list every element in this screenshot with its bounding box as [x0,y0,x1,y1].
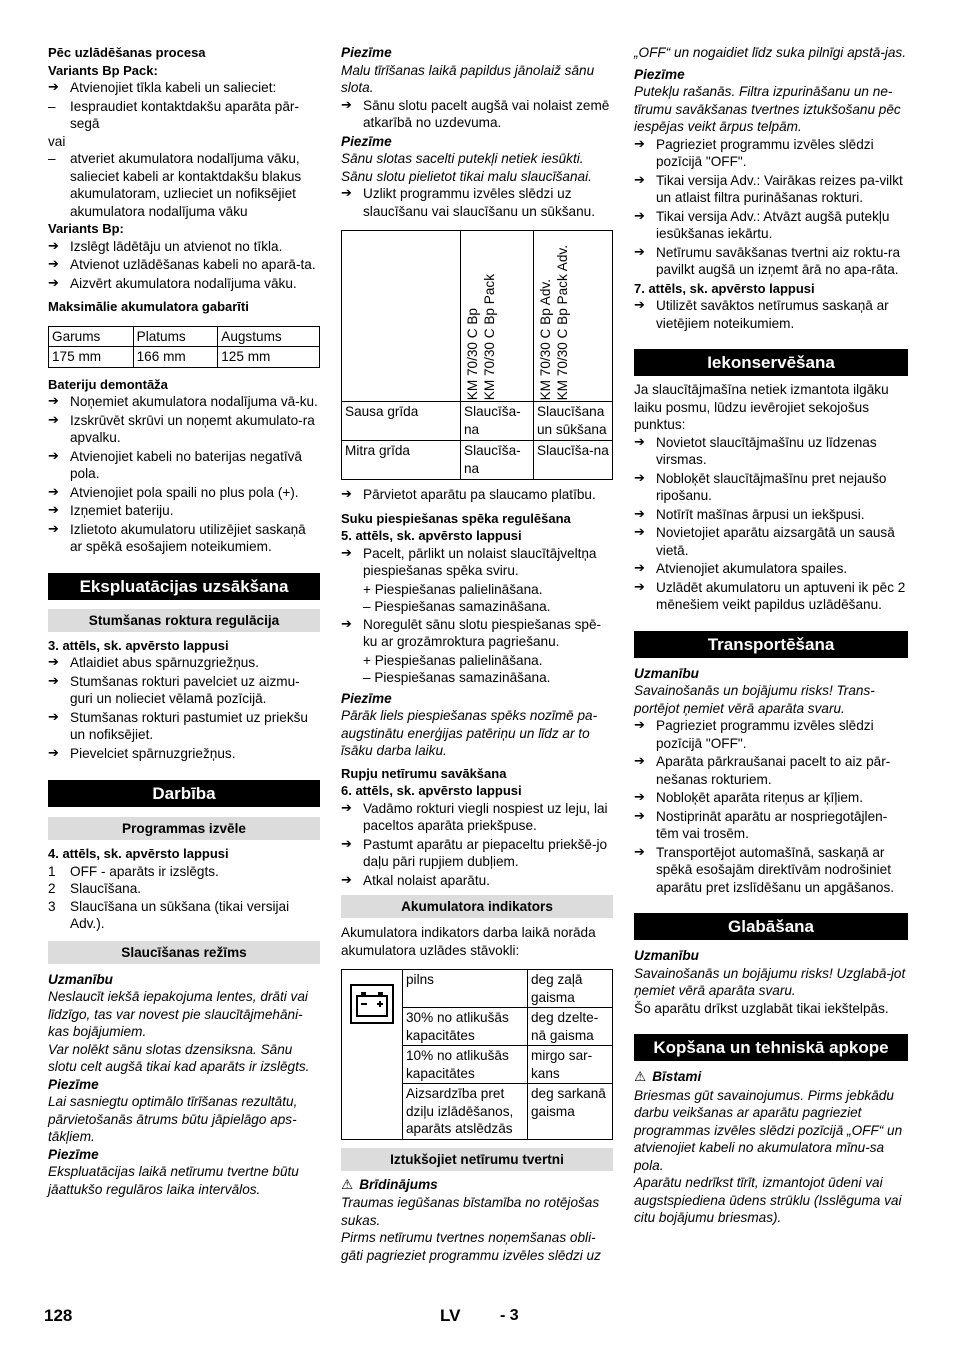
floor-type: Sausa grīda [342,402,461,441]
indicator-table [341,969,613,1140]
battery-icon-cell [342,970,403,1140]
step: ➔ Transportējot automašīnā, saskaņā ar spēkā esošajām direktīvām nodrošiniet aparātu pret izslīdēšanu un apgāšanos. [634,844,908,897]
step: ➔ Novietot slaucītājmašīnu uz līdzenas virsmas. [634,434,908,469]
column-1 [48,44,320,1198]
battery-icon [350,984,394,1024]
or-text: vai [48,133,66,149]
section-title-care: Kopšana un tehniskā apkope [634,1034,908,1061]
program-item [48,880,320,898]
danger-text: Aparātu nedrīkst tīrīt, izmantojot ūdeni vai augstspiediena ūdens strūklu (Isslēguma vai citu bojājumu briesmas). [634,1175,902,1225]
program-item [48,863,320,881]
step: ➔ Netīrumu savākšanas tvertni aiz roktu-ra pavilkt augšā un izņemt ārā no apa-rāta. [634,244,908,279]
step: ➔ Pievelciet spārnuzgriežņus. [48,745,320,763]
step: ➔ Pārvietot aparātu pa slaucamo platību. [341,486,613,504]
step: ➔ Atvienojiet tīkla kabeli un salieciet: [48,79,320,97]
section-title-operation: Darbība [48,780,320,807]
model-table [341,230,613,480]
subsection-empty-bin: Iztukšojiet netīrumu tvertni [341,1148,613,1171]
step: ➔ Atlaidiet abus spārnuzgriežņus. [48,654,320,672]
led-state: deg dzelte-nā gaisma [528,1008,613,1046]
led-state: mirgo sar-kans [528,1046,613,1084]
plus-text: + Piespiešanas palielināšana. [363,652,543,668]
figure-ref: 4. attēls, sk. apvērsto lappusi [48,846,229,861]
note-label: Piezīme [341,690,392,706]
dims-header: Augstums [218,326,320,347]
step: ➔ Aizvērt akumulatora nodalījuma vāku. [48,275,320,293]
step: ➔ Sānu slotu pacelt augšā vai nolaist zemē atkarībā no uzdevuma. [341,97,613,132]
model-header [534,231,613,402]
figure-ref: 5. attēls, sk. apvērsto lappusi [341,528,522,543]
column-2 [341,44,613,1264]
step: – atveriet akumulatora nodalījuma vāku, salieciet kabeli ar kontaktdakšu blakus akumulatoram, uzlieciet un nofiksējiet akumulatora nodalījuma vāku [48,150,320,220]
mode-cell: Slaucīšana un sūkšana [534,402,613,441]
subsection-program: Programmas izvēle [48,817,320,840]
step: ➔ Izskrūvēt skrūvi un noņemt akumulato-ra apvalku. [48,412,320,447]
column-3 [634,44,908,1227]
note-text: Malu tīrīšanas laikā papildus jānolaiž sānu slota. [341,62,595,95]
step: ➔ Uzlādēt akumulatoru un aptuveni ik pēc 2 mēnešiem veikt papildus uzlādēšanu. [634,579,908,614]
subsection-battery-indicator: Akumulatora indikators [341,895,613,918]
caution-text: Savainošanās un bojājumu risks! Uzglabā-jot ņemiet vērā aparāta svaru. [634,965,906,998]
floor-type: Mitra grīda [342,441,461,480]
warning-label: ⚠ Brīdinājums [341,1176,613,1195]
dims-heading: Maksimālie akumulatora gabarīti [48,299,249,314]
caution-text: Neslaucīt iekšā iepakojuma lentes, drāti vai līdzīgo, tas var novest pie slaucītājmehāni-kas bojājumiem. [48,989,308,1039]
step: ➔ Tikai versija Adv.: Vairākas reizes pa-vilkt un atlaist filtra purināšanas rokturi. [634,172,908,207]
warning-text: Pirms netīrumu tvertnes noņemšanas obli-gāti pagrieziet programmu izvēles slēdzi uz [341,1230,601,1263]
charge-state: 10% no atlikušās kapacitātes [403,1046,528,1084]
minus-text: – Piespiešanas samazināšana. [363,599,551,614]
danger-text: Briesmas gūt savainojumus. Pirms jebkādu darbu veikšanas ar aparātu pagrieziet programmas izvēles slēdzi pozīcijā „OFF“ un atvienojiet kabeli no akumulatora mīnu-sa pola. [634,1087,903,1173]
step: ➔ Noņemiet akumulatora nodalījuma vā-ku. [48,393,320,411]
step: ➔ Atvienojiet kabeli no baterijas negatīvā pola. [48,448,320,483]
step: ➔ Tikai versija Adv.: Atvāzt augšā putekļu iesūkšanas iekārtu. [634,208,908,243]
dims-header: Garums [49,326,134,347]
dims-table [48,326,320,368]
step: ➔ Atvienojiet pola spaili no plus pola (+). [48,484,320,502]
page-number: 128 [44,1306,73,1325]
caution-label: Uzmanību [48,971,113,987]
section-title-transport: Transportēšana [634,631,908,658]
step: ➔ Stumšanas rokturi pastumiet uz priekšu un nofiksējiet. [48,709,320,744]
note-text: Pārāk liels piespiešanas spēks nozīmē pa-augstinātu enerģijas patēriņu un līdz ar to īsāku darba laiku. [341,708,598,758]
section-title-startup: Ekspluatācijas uzsākšana [48,573,320,600]
step: ➔ Utilizēt savāktos netīrumus saskaņā ar vietējiem noteikumiem. [634,297,908,332]
step: ➔ Pagrieziet programmu izvēles slēdzi pozīcijā "OFF". [634,717,908,752]
program-number: 1 [48,863,56,879]
step: ➔ Pacelt, pārlikt un nolaist slaucītājveltņa piespiešanas spēka sviru. [341,545,613,580]
section-title-preserve: Iekonservēšana [634,349,908,376]
charge-state: Aizsardzība pret dziļu izlādēšanos, aparāts atslēdzās [403,1084,528,1140]
subsection-sweep-mode: Slaucīšanas režīms [48,941,320,964]
program-text: Slaucīšana. [70,881,142,896]
section-title-storage: Glabāšana [634,913,908,940]
caution-text: Var nolēkt sānu slotas dzensiksna. Sānu slotu celt augšā tikai kad aparāts ir izslēgts. [48,1041,310,1074]
brush-pressure-heading: Suku piespiešanas spēka regulēšana [341,510,571,526]
dims-header: Platums [133,326,218,347]
note-text: Lai sasniegtu optimālo tīrīšanas rezultātu, pārvietošanās ātrums būtu jāpielāgo aps-tākļiem. [48,1094,298,1144]
note-text: Sānu slotas sacelti putekļi netiek iesūkti. Sānu slotu pielietot tikai malu slaucīšanai. [341,151,592,184]
note-label: Piezīme [341,133,392,149]
program-text: Slaucīšana un sūkšana (tikai versijai Adv.). [70,898,290,931]
step: ➔ Aparāta pārkraušanai pacelt to aiz pār-nešanas rokturiem. [634,753,908,788]
mode-cell: Slaucīša-na [461,441,534,480]
variant-bp-pack: Variants Bp Pack: [48,62,158,78]
subsection-handle: Stumšanas roktura regulācija [48,609,320,632]
model-header-text: KM 70/30 C Bp KM 70/30 C Bp Pack [465,273,497,400]
note-label: Piezīme [48,1076,99,1092]
step: – Iespraudiet kontaktdakšu aparāta pār-segā [48,98,320,133]
caution-text: Savainošanās un bojājumu risks! Trans-portējot ņemiet vērā aparāta svaru. [634,683,875,716]
step: ➔ Noregulēt sānu slotu piespiešanas spē-ku ar grozāmrokturа pagriešanu. [341,616,613,651]
battery-indicator-text: Akumulatora indikators darba laikā norāda akumulatora uzlādes stāvokli: [341,925,596,958]
step: ➔ Stumšanas rokturi pavelciet uz aizmu-guri un nolieciet vēlamā pozīcijā. [48,673,320,708]
sub-page: - 3 [500,1307,519,1324]
after-charge-heading: Pēc uzlādēšanas procesa [48,45,206,60]
step: ➔ Atvienot uzlādēšanas kabeli no aparā-ta. [48,256,320,274]
led-state: deg zaļā gaisma [528,970,613,1008]
variant-bp: Variants Bp: [48,221,124,236]
continued-text: „OFF“ un nogaidiet līdz suka pilnīgi apstā-jas. [634,45,907,60]
led-state: deg sarkanā gaisma [528,1084,613,1140]
dims-value: 166 mm [133,347,218,368]
step: ➔ Izņemiet bateriju. [48,502,320,520]
note-label: Piezīme [341,45,392,60]
battery-removal-heading: Bateriju demontāža [48,376,168,392]
step: ➔ Nobloķēt aparāta riteņus ar ķīļiem. [634,789,908,807]
caution-label: Uzmanību [634,665,699,681]
figure-ref: 3. attēls, sk. apvērsto lappusi [48,637,229,653]
plus-text: + Piespiešanas palielināšana. [363,581,543,597]
step: ➔ Pagrieziet programmu izvēles slēdzi pozīcijā "OFF". [634,136,908,171]
step: ➔ Izslēgt lādētāju un atvienot no tīkla. [48,238,320,256]
step: ➔ Uzlikt programmu izvēles slēdzi uz slaucīšanu vai slaucīšanu un sūkšanu. [341,185,613,220]
note-label: Piezīme [634,66,685,82]
step: ➔ Atkal nolaist aparātu. [341,872,613,890]
model-table-corner [342,231,461,402]
note-text: Ekspluatācijas laikā netīrumu tvertne būtu jāattukšo regulāros laika intervālos. [48,1164,299,1197]
dims-value: 175 mm [49,347,134,368]
program-number: 3 [48,898,56,914]
step: ➔ Nobloķēt slaucītājmašīnu pret nejaušo ripošanu. [634,470,908,505]
coarse-heading: Rupju netīrumu savākšana [341,765,507,781]
charge-state: pilns [403,970,528,1008]
model-header-text: KM 70/30 C Bp Adv. KM 70/30 C Bp Pack Adv. [538,244,570,400]
charge-state: 30% no atlikušās kapacitātes [403,1008,528,1046]
mode-cell: Slaucīša-na [534,441,613,480]
language-code: LV [440,1306,461,1325]
danger-label: ⚠ Bīstami [634,1068,908,1087]
figure-ref: 7. attēls, sk. apvērsto lappusi [634,280,815,296]
step: ➔ Izlietoto akumulatoru utilizējiet saskaņā ar spēkā esošajiem noteikumiem. [48,521,320,556]
note-label: Piezīme [48,1146,99,1162]
model-header [461,231,534,402]
figure-ref: 6. attēls, sk. apvērsto lappusi [341,783,522,798]
caution-label: Uzmanību [634,948,699,963]
program-number: 2 [48,881,56,896]
dims-value: 125 mm [218,347,320,368]
storage-text: Šo aparātu drīkst uzglabāt tikai iekštelpās. [634,1000,889,1016]
program-item [48,898,320,933]
mode-cell: Slaucīša-na [461,402,534,441]
note-text: Putekļu rašanās. Filtra izpurināšanu un ne-tīrumu savākšanas tvertnes iztukšošanu pēc iespējas veikt ārpus telpām. [634,84,901,134]
preserve-text: Ja slaucītājmašīna netiek izmantota ilgāku laiku posmu, lūdzu ievērojiet sekojošus punktus: [634,382,889,432]
minus-text: – Piespiešanas samazināšana. [363,670,551,685]
step: ➔ Nostiprināt aparātu ar nospriegotājlen-tēm vai trosēm. [634,808,908,843]
program-text: OFF - aparāts ir izslēgts. [70,863,219,879]
step: ➔ Vadāmo rokturi viegli nospiest uz leju, lai paceltos aparāta priekšpuse. [341,800,613,835]
step: ➔ Notīrīt mašīnas ārpusi un iekšpusi. [634,506,908,524]
step: ➔ Novietojiet aparātu aizsargātā un sausā vietā. [634,524,908,559]
step: ➔ Atvienojiet akumulatora spailes. [634,560,908,578]
warning-text: Traumas iegūšanas bīstamība no rotējošas sukas. [341,1195,600,1228]
step: ➔ Pastumt aparātu ar piepaceltu priekšē-jo daļu pāri rupjiem dubļiem. [341,836,613,871]
